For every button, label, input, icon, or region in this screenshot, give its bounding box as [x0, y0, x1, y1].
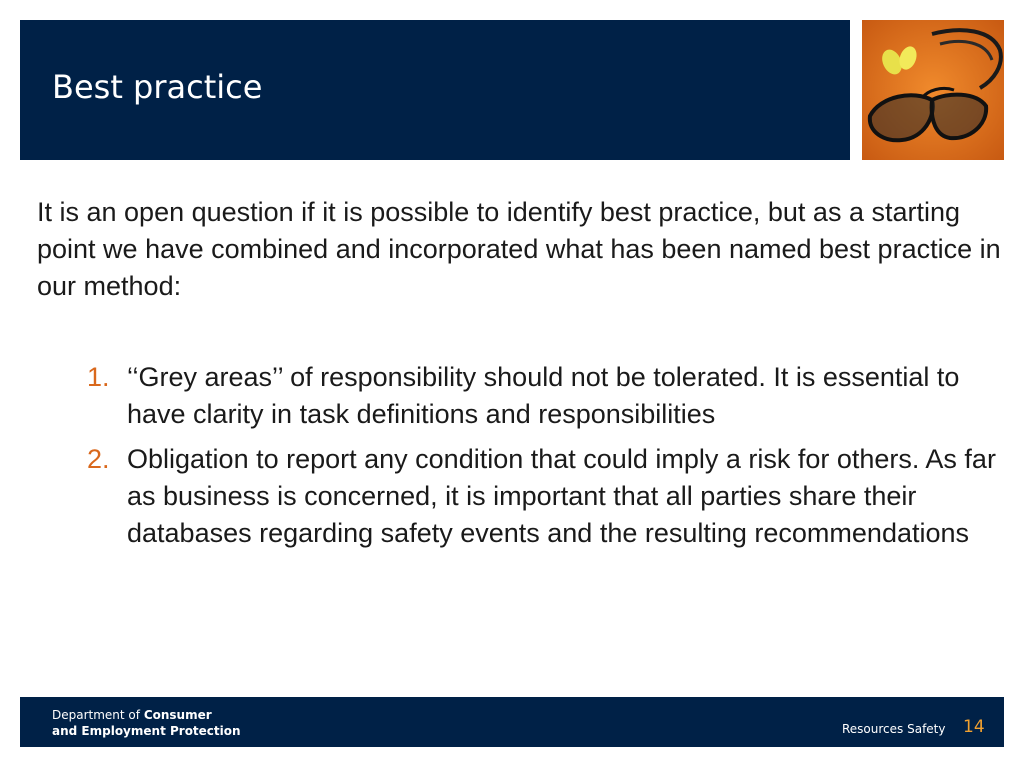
list-item	[37, 359, 1002, 433]
slide-body	[37, 194, 1002, 560]
intro-paragraph: It is an open question if it is possible to identify best practice, but as a starting point we have combined and incorporated what has been named best practice in our method:	[37, 197, 1001, 301]
list-text: Obligation to report any condition that could imply a risk for others. As far as business is concerned, it is important that all parties share their databases regarding safety events and the resulting recommendations	[127, 444, 996, 548]
safety-glasses-icon	[862, 20, 1004, 160]
dept-name-line2: and Employment Protection	[52, 724, 241, 738]
list-number: 2.	[87, 444, 110, 474]
dept-prefix: Department of	[52, 708, 144, 722]
department-logo-text	[52, 707, 241, 739]
list-item	[37, 441, 1002, 552]
list-text: ‘‘Grey areas’’ of responsibility should not be tolerated. It is essential to have clarity in task definitions and responsibilities	[127, 362, 960, 429]
slide-title: Best practice	[52, 68, 263, 106]
footer-bar	[20, 697, 1004, 747]
safety-glasses-earplugs-photo	[862, 20, 1004, 160]
section-label: Resources Safety	[842, 722, 946, 736]
dept-name-line1: Consumer	[143, 708, 212, 722]
page-number: 14	[963, 717, 985, 737]
best-practice-list	[37, 359, 1002, 552]
list-number: 1.	[87, 362, 110, 392]
title-bar	[20, 20, 850, 160]
